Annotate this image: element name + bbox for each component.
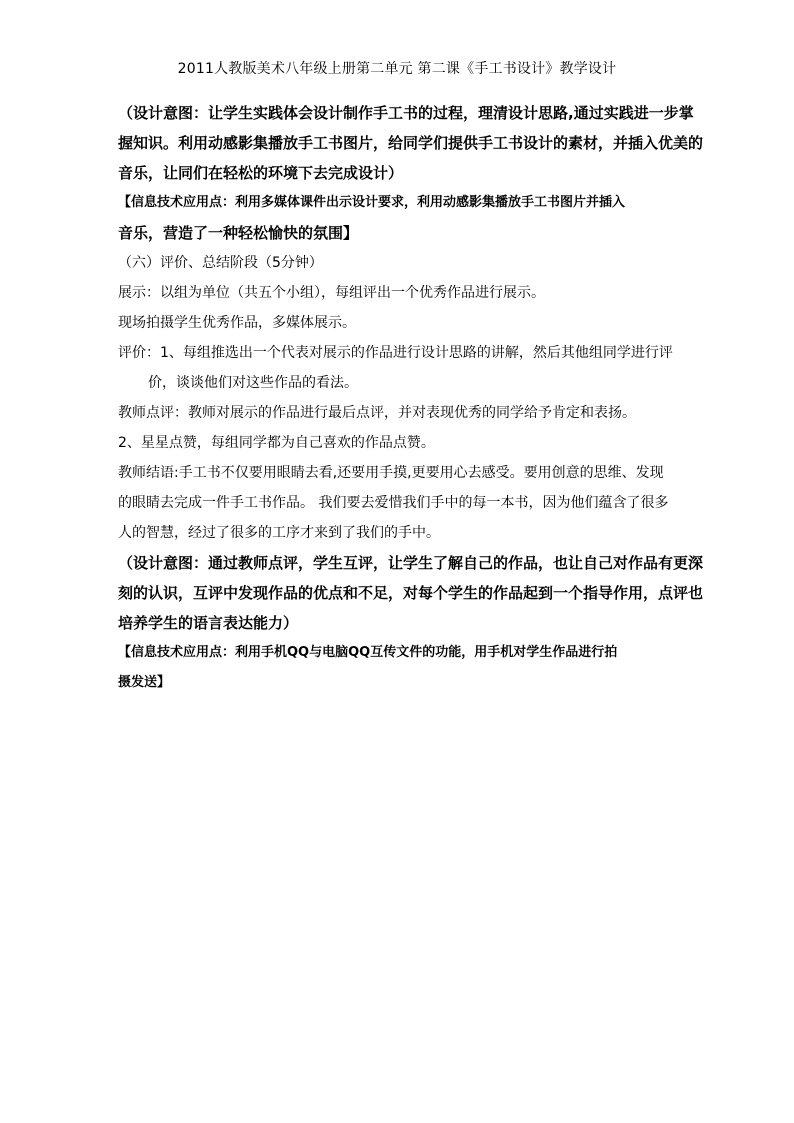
tech-point-1-line-2: 音乐，营造了一种轻松愉快的氛围】: [118, 224, 359, 242]
design-intent-2-line-2: 刻的认识，互评中发现作品的优点和不足，对每个学生的作品起到一个指导作用，点评也: [118, 584, 704, 602]
teacher-comment: 教师点评：教师对展示的作品进行最后点评，并对表现优秀的同学给予肯定和表扬。: [118, 405, 636, 421]
star-like: 2、星星点赞，每组同学都为自己喜欢的作品点赞。: [118, 435, 435, 451]
photo-paragraph: 现场拍摄学生优秀作品，多媒体展示。: [118, 315, 356, 331]
design-intent-2-line-3: 培养学生的语言表达能力）: [118, 614, 299, 632]
teacher-conclusion-line-3: 人的智慧，经过了很多的工序才来到了我们的手中。: [118, 525, 440, 541]
tech-point-2-line-1: 【信息技术应用点：利用手机QQ与电脑QQ互传文件的功能，用手机对学生作品进行拍: [118, 645, 618, 660]
tech-point-1-line-1: 【信息技术应用点：利用多媒体课件出示设计要求，利用动感影集播放手工书图片并插入: [118, 195, 626, 210]
design-intent-1-line-3: 音乐，让同们在轻松的环境下去完成设计）: [118, 164, 404, 182]
tech-point-2-line-2: 摄发送】: [118, 675, 171, 690]
design-intent-1-line-2: 握知识。利用动感影集播放手工书图片，给同学们提供手工书设计的素材，并插入优美的: [118, 134, 704, 152]
evaluate-line-1: 评价：1、每组推选出一个代表对展示的作品进行设计思路的讲解，然后其他组同学进行评: [118, 345, 673, 361]
show-paragraph: 展示：以组为单位（共五个小组），每组评出一个优秀作品进行展示。: [118, 285, 545, 301]
page-header-title: 2011人教版美术八年级上册第二单元 第二课《手工书设计》教学设计: [177, 61, 617, 77]
teacher-conclusion-line-1: 教师结语:手工书不仅要用眼睛去看,还要用手摸,更要用心去感受。要用创意的思维、发现: [118, 465, 664, 481]
design-intent-2-line-1: （设计意图：通过教师点评，学生互评，让学生了解自己的作品，也让自己对作品有更深: [118, 554, 704, 572]
stage-title: （六）评价、总结阶段（5分钟）: [118, 255, 323, 271]
evaluate-line-2: 价，谈谈他们对这些作品的看法。: [148, 375, 358, 391]
teacher-conclusion-line-2: 的眼睛去完成一件手工书作品。 我们要去爱惜我们手中的每一本书，因为他们蕴含了很多: [118, 495, 669, 511]
document-body: [118, 98, 704, 698]
design-intent-1-line-1: （设计意图：让学生实践体会设计制作手工书的过程，理清设计思路,通过实践进一步掌: [118, 104, 694, 122]
